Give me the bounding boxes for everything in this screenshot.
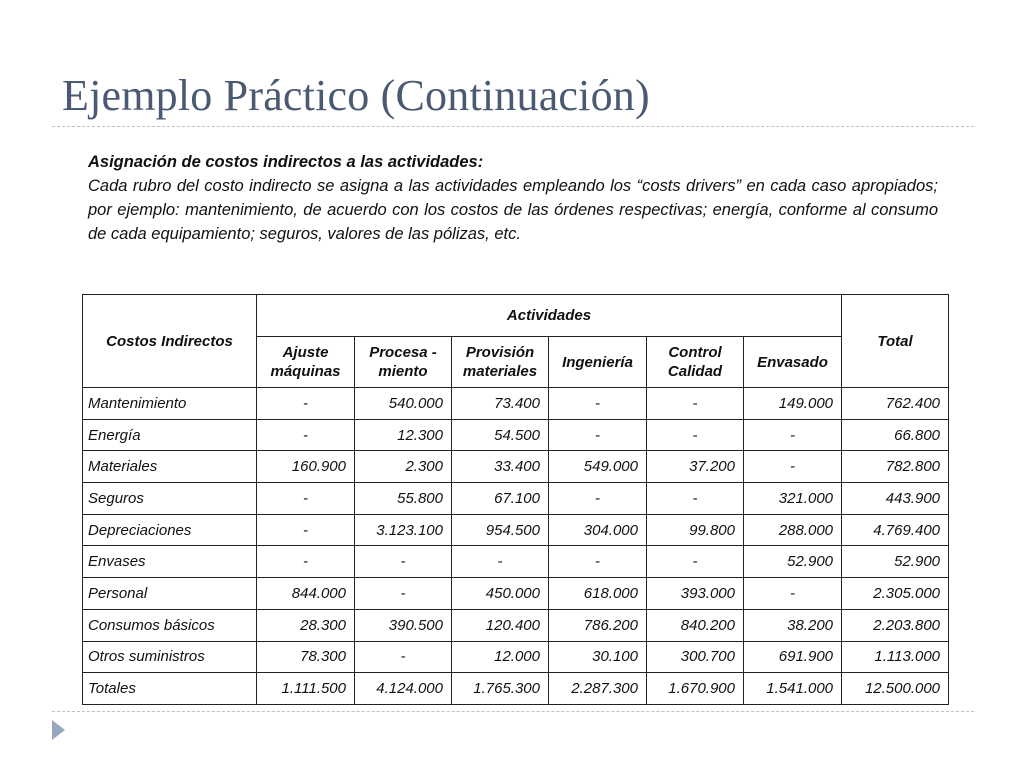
table-cell: 37.200 <box>647 451 744 483</box>
table-cell: 12.300 <box>355 419 452 451</box>
header-activity: Control Calidad <box>647 337 744 388</box>
table-cell: - <box>257 388 355 420</box>
table-cell: 120.400 <box>452 609 549 641</box>
table-cell: - <box>257 514 355 546</box>
title-divider <box>52 126 974 127</box>
header-activity: Ingeniería <box>549 337 647 388</box>
table-cell: 840.200 <box>647 609 744 641</box>
slide-title: Ejemplo Práctico (Continuación) <box>62 71 650 120</box>
table-cell: 3.123.100 <box>355 514 452 546</box>
table-cell: 443.900 <box>842 483 949 515</box>
table-cell: - <box>549 483 647 515</box>
table-cell: 549.000 <box>549 451 647 483</box>
table-cell: 12.000 <box>452 641 549 673</box>
table-cell: 52.900 <box>744 546 842 578</box>
table-cell: - <box>355 546 452 578</box>
indirect-costs-table <box>82 294 949 705</box>
row-label: Otros suministros <box>83 641 257 673</box>
table-cell: 28.300 <box>257 609 355 641</box>
table-row <box>83 546 949 578</box>
table-cell: - <box>647 419 744 451</box>
table-cell: 2.300 <box>355 451 452 483</box>
table-cell: 30.100 <box>549 641 647 673</box>
table-row <box>83 673 949 705</box>
table-cell: 2.287.300 <box>549 673 647 705</box>
table-cell: 1.765.300 <box>452 673 549 705</box>
table-row <box>83 578 949 610</box>
table-cell: 2.305.000 <box>842 578 949 610</box>
table-cell: 540.000 <box>355 388 452 420</box>
table-cell: 288.000 <box>744 514 842 546</box>
table-cell: 73.400 <box>452 388 549 420</box>
table-cell: 762.400 <box>842 388 949 420</box>
table-cell: 954.500 <box>452 514 549 546</box>
text-block <box>88 150 938 246</box>
row-label: Materiales <box>83 451 257 483</box>
table-row <box>83 514 949 546</box>
header-costos-indirectos: Costos Indirectos <box>83 295 257 388</box>
table-cell: 38.200 <box>744 609 842 641</box>
table-cell: 99.800 <box>647 514 744 546</box>
footer-divider <box>52 711 974 712</box>
table-cell: 33.400 <box>452 451 549 483</box>
table-cell: 4.124.000 <box>355 673 452 705</box>
table-cell: - <box>549 419 647 451</box>
table-body <box>83 388 949 705</box>
table-cell: - <box>647 483 744 515</box>
table-cell: - <box>549 388 647 420</box>
row-label: Seguros <box>83 483 257 515</box>
table-cell: 450.000 <box>452 578 549 610</box>
table-cell: 393.000 <box>647 578 744 610</box>
table-cell: 390.500 <box>355 609 452 641</box>
table-cell: - <box>647 546 744 578</box>
table-cell: 66.800 <box>842 419 949 451</box>
table-cell: 1.541.000 <box>744 673 842 705</box>
triangle-right-icon[interactable] <box>52 720 65 740</box>
row-label: Totales <box>83 673 257 705</box>
table-cell: 67.100 <box>452 483 549 515</box>
table-cell: - <box>257 483 355 515</box>
row-label: Personal <box>83 578 257 610</box>
table-cell: - <box>744 419 842 451</box>
table-cell: 54.500 <box>452 419 549 451</box>
section-subheading: Asignación de costos indirectos a las actividades: <box>88 153 484 171</box>
table-cell: 1.670.900 <box>647 673 744 705</box>
row-label: Mantenimiento <box>83 388 257 420</box>
header-actividades: Actividades <box>257 295 842 337</box>
table-cell: 2.203.800 <box>842 609 949 641</box>
table-cell: 4.769.400 <box>842 514 949 546</box>
table-cell: - <box>549 546 647 578</box>
header-activity: Ajuste máquinas <box>257 337 355 388</box>
table-cell: 321.000 <box>744 483 842 515</box>
table-row <box>83 419 949 451</box>
table-row <box>83 641 949 673</box>
table-cell: 300.700 <box>647 641 744 673</box>
table-cell: - <box>452 546 549 578</box>
row-label: Consumos básicos <box>83 609 257 641</box>
table-cell: 160.900 <box>257 451 355 483</box>
table-cell: 304.000 <box>549 514 647 546</box>
table-cell: 12.500.000 <box>842 673 949 705</box>
table-cell: 149.000 <box>744 388 842 420</box>
table-row <box>83 609 949 641</box>
row-label: Energía <box>83 419 257 451</box>
table-cell: 1.111.500 <box>257 673 355 705</box>
table-cell: 78.300 <box>257 641 355 673</box>
table-cell: 1.113.000 <box>842 641 949 673</box>
table-cell: 786.200 <box>549 609 647 641</box>
table-cell: - <box>257 546 355 578</box>
header-activity: Envasado <box>744 337 842 388</box>
table-cell: 691.900 <box>744 641 842 673</box>
header-activity: Provisión materiales <box>452 337 549 388</box>
table-cell: 52.900 <box>842 546 949 578</box>
table-cell: - <box>355 641 452 673</box>
table-cell: - <box>744 451 842 483</box>
table-cell: 782.800 <box>842 451 949 483</box>
table-row <box>83 483 949 515</box>
header-total: Total <box>842 295 949 388</box>
table-row <box>83 451 949 483</box>
table-cell: - <box>647 388 744 420</box>
table-cell: 618.000 <box>549 578 647 610</box>
table-cell: - <box>355 578 452 610</box>
row-label: Envases <box>83 546 257 578</box>
table-cell: - <box>744 578 842 610</box>
description-paragraph: Cada rubro del costo indirecto se asigna a las actividades empleando los “costs drivers” en cada caso apropiados; por ejemplo: mantenimiento, de acuerdo con los costos de las órdenes respectivas; energía, conforme al consumo de cada equipamiento; seguros, valores de las pólizas, etc. <box>88 177 938 243</box>
table-cell: - <box>257 419 355 451</box>
header-activity: Procesa - miento <box>355 337 452 388</box>
row-label: Depreciaciones <box>83 514 257 546</box>
table-cell: 844.000 <box>257 578 355 610</box>
table-row <box>83 388 949 420</box>
table-cell: 55.800 <box>355 483 452 515</box>
